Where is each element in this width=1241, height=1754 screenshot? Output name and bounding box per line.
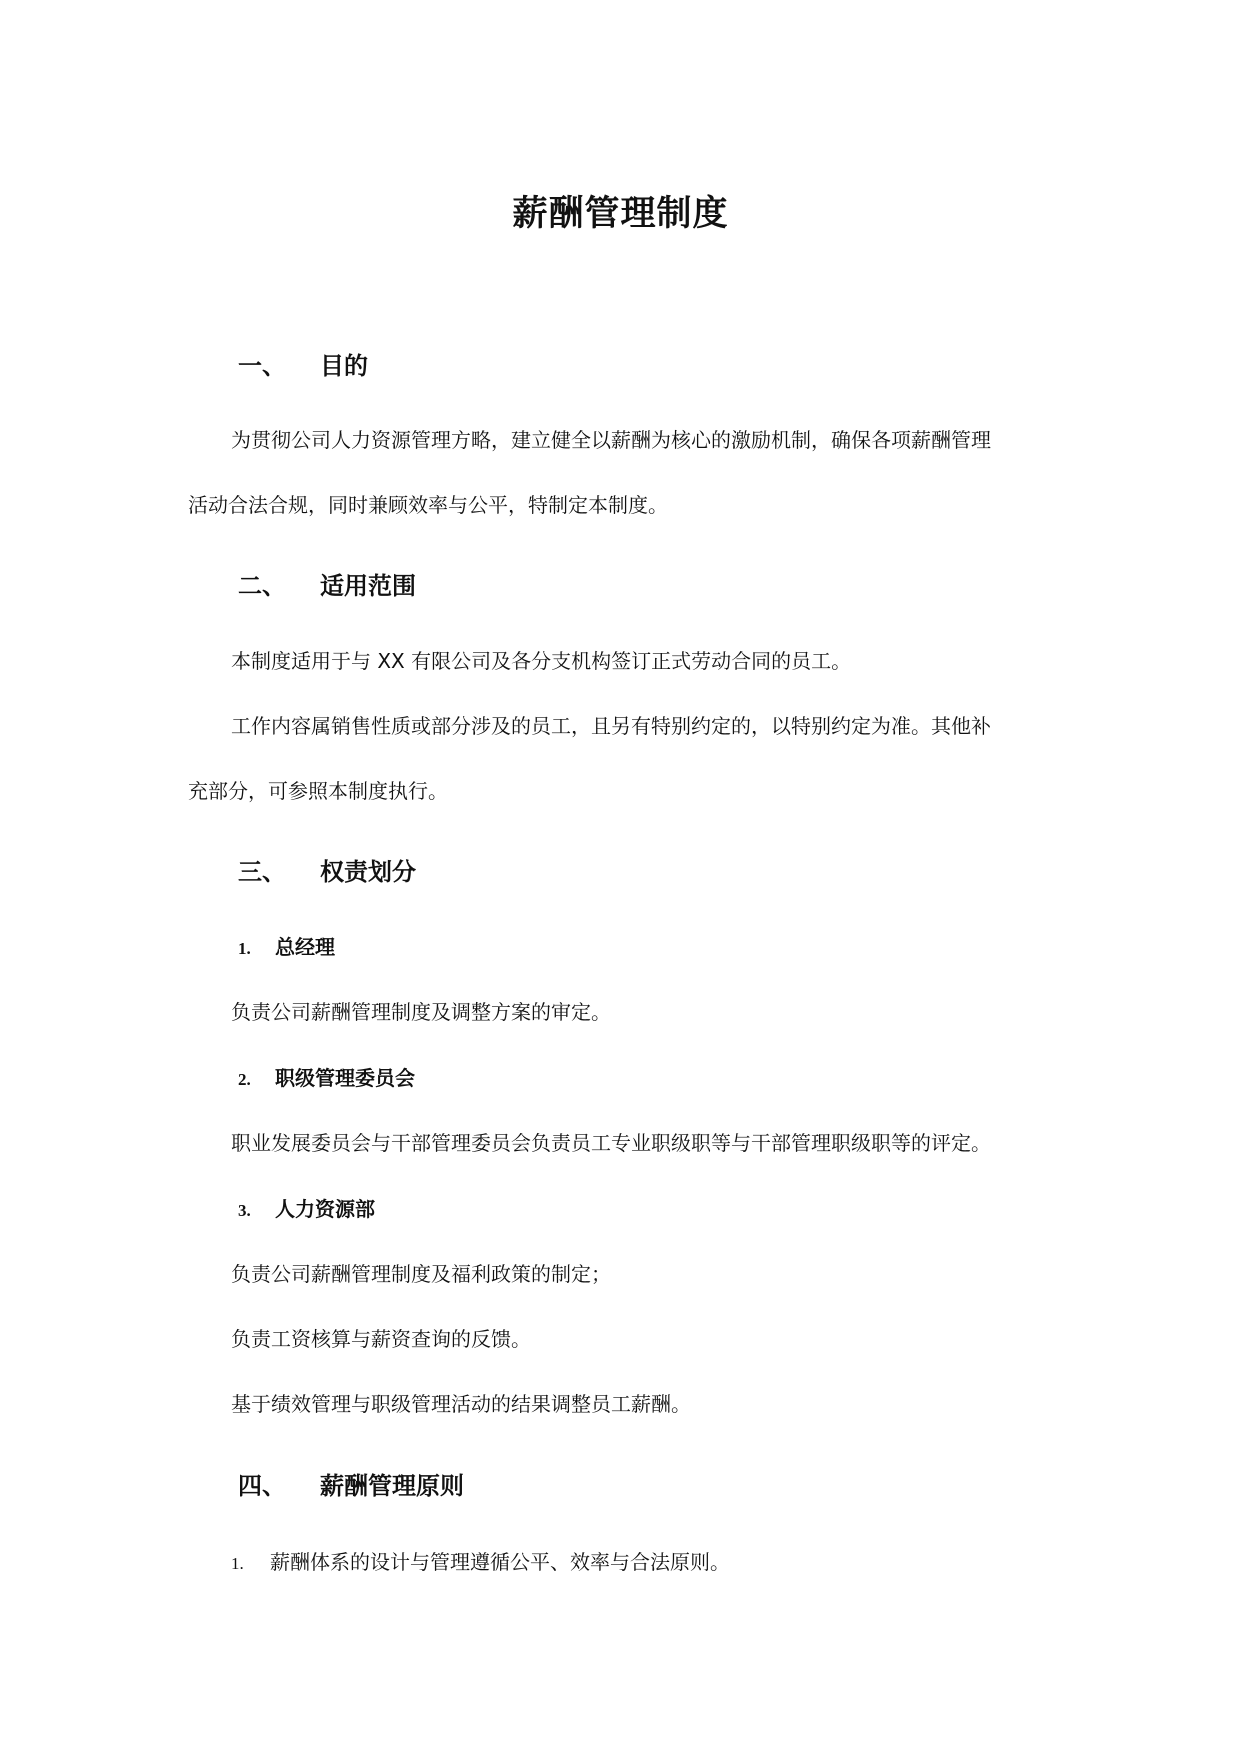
section-heading-scope [238,566,416,601]
paragraph: 活动合法合规，同时兼顾效率与公平，特制定本制度。 [188,493,668,517]
section-title: 目的 [320,352,368,380]
paragraph: 负责公司薪酬管理制度及调整方案的审定。 [231,1000,611,1024]
subsection-heading-rank-committee [238,1062,415,1091]
section-title: 适用范围 [320,572,416,600]
paragraph: 本制度适用于与 XX 有限公司及各分支机构签订正式劳动合同的员工。 [231,649,852,673]
subsection-number: 1. [238,939,251,958]
list-item-number: 1. [231,1554,244,1573]
subsection-number: 2. [238,1070,251,1089]
list-item [231,1546,730,1575]
section-heading-responsibilities [238,852,416,887]
subsection-title: 人力资源部 [275,1197,375,1221]
paragraph: 充部分，可参照本制度执行。 [188,779,448,803]
list-item-text: 薪酬体系的设计与管理遵循公平、效率与合法原则。 [270,1550,730,1574]
paragraph: 基于绩效管理与职级管理活动的结果调整员工薪酬。 [231,1392,691,1416]
section-title: 权责划分 [320,858,416,886]
paragraph: 职业发展委员会与干部管理委员会负责员工专业职级职等与干部管理职级职等的评定。 [231,1131,991,1155]
section-heading-purpose [238,346,368,381]
section-number: 四、 [238,1472,286,1500]
subsection-number: 3. [238,1201,251,1220]
subsection-heading-general-manager [238,931,335,960]
document-title: 薪酬管理制度 [512,194,729,234]
section-number: 三、 [238,858,286,886]
subsection-title: 职级管理委员会 [275,1066,415,1090]
subsection-title: 总经理 [275,935,335,959]
section-heading-principles [238,1466,464,1501]
paragraph: 负责工资核算与薪资查询的反馈。 [231,1327,531,1351]
paragraph: 负责公司薪酬管理制度及福利政策的制定； [231,1262,611,1286]
paragraph: 为贯彻公司人力资源管理方略，建立健全以薪酬为核心的激励机制，确保各项薪酬管理 [231,428,991,452]
section-title: 薪酬管理原则 [320,1472,464,1500]
paragraph: 工作内容属销售性质或部分涉及的员工，且另有特别约定的，以特别约定为准。其他补 [231,714,991,738]
subsection-heading-hr-department [238,1193,375,1222]
section-number: 一、 [238,352,286,380]
section-number: 二、 [238,572,286,600]
